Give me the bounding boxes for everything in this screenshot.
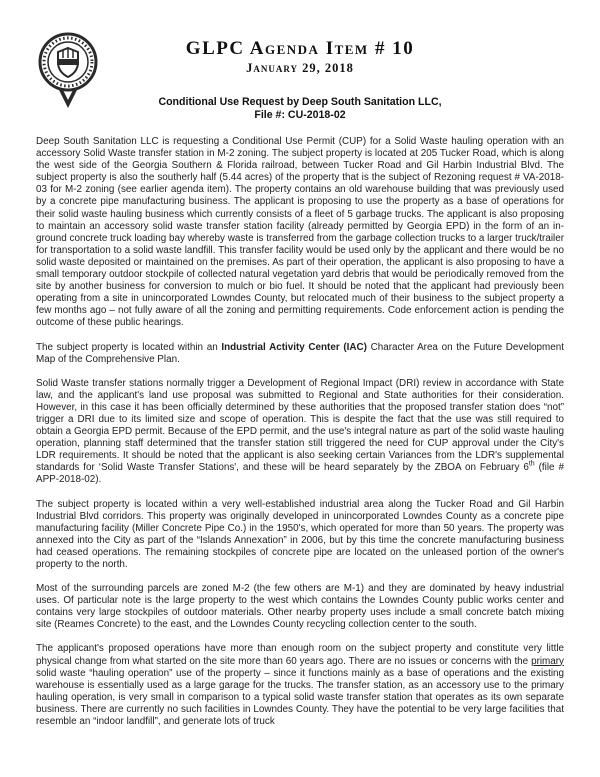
document-body: [0, 122, 600, 728]
agenda-title: GLPC Agenda Item # 10: [185, 38, 415, 59]
agenda-date: January 29, 2018: [246, 61, 354, 75]
body-paragraph: The subject property is located within a very well-established industrial area along the Tucker Road and Gil Harbin Industrial Blvd corridors. This property was originally developed in unincorporated Lowndes County as a concrete pipe manufacturing facility (Miller Concrete Pipe Co.) in the 1950's, which operated for more than 50 years. The property was annexed into the City as part of the “Islands Annexation” in 2006, but by this time the concrete manufacturing business had ceased operations. The remaining stockpiles of concrete pipe are located on the unleased portion of the owner's property to the north.: [36, 498, 564, 570]
body-paragraph: Deep South Sanitation LLC is requesting a Conditional Use Permit (CUP) for a Solid Waste hauling operation with an accessory Solid Waste transfer station in M-2 zoning. The subject property is located at 205 Tucker Road, which is along the west side of the Georgia Southern & Florida railroad, between Tucker Road and Gil Harbin Industrial Blvd. The subject property is also the southerly half (5.44 acres) of the property that is the subject of Rezoning request # VA-2018-03 for M-2 zoning (see earlier agenda item). The property contains an old warehouse building that was previously used by a concrete pipe manufacturing business. The applicant is proposing to use the property as a base of operations for their solid waste hauling business which currently consists of a fleet of 5 garbage trucks. The applicant is also proposing to maintain an accessory solid waste transfer station facility (already permitted by Georgia EPD) in the form of an in-ground concrete truck loading bay whereby waste is transferred from the garbage collection trucks to a larger truck/trailer for transportation to a solid waste landfill. This transfer facility would be used only by the applicant and there would be no solid waste deposited or maintained on the premises. As part of their operation, the applicant is also proposing to have a small temporary outdoor stockpile of collected natural vegetation yard debris that would be periodically removed from the site by another business for conversion to mulch or bio fuel. It should be noted that the applicant had previously been operating from a site in unincorporated Lowndes County, but relocated much of their business to the subject property a few months ago – not fully aware of all the zoning and permitting requirements. Code enforcement action is pending the outcome of these public hearings.: [36, 136, 564, 329]
body-paragraph: The subject property is located within an Industrial Activity Center (IAC) Character Area on the Future Development Map of the Comprehensive Plan.: [36, 341, 564, 365]
body-paragraph: The applicant's proposed operations have more than enough room on the subject property and constitute very little physical change from what started on the site more than 60 years ago. There are no issues or concerns with the primary solid waste “hauling operation” use of the property – since it functions mainly as a base of operations and the existing warehouse is essentially used as a large garage for the trucks. The transfer station, as an accessory use to the primary hauling operation, is very small in comparison to a typical solid waste transfer station that operates as its own separate business. There are currently no such facilities in Lowndes County. They have the potential to be very large facilities that resemble an “indoor landfill”, and generate lots of truck: [36, 643, 564, 728]
city-seal-graphic: [36, 32, 100, 108]
file-number: File #: CU-2018-02: [254, 109, 346, 121]
request-title: Conditional Use Request by Deep South Sanitation LLC,: [158, 96, 442, 108]
city-seal-icon: [36, 32, 100, 108]
body-paragraph: Solid Waste transfer stations normally trigger a Development of Regional Impact (DRI) review in accordance with State law, and the applicant's land use proposal was submitted to Regional and State authorities for their consideration. However, in this case it has been officially determined by these authorities that the proposed transfer station does “not” trigger a DRI due to its limited size and scope of operation. This is despite the fact that the use was still required to obtain a Georgia EPD permit. Because of the EPD permit, and the use's integral nature as part of the solid waste hauling operation, planning staff determined that the transfer station still triggered the need for CUP approval under the City's LDR requirements. It should be noted that the applicant is also seeking certain Variances from the LDR's supplemental standards for ‘Solid Waste Transfer Stations', and these will be heard separately by the ZBOA on February 6th (file # APP-2018-02).: [36, 377, 564, 486]
document-header: [0, 0, 600, 76]
body-paragraph: Most of the surrounding parcels are zoned M-2 (the few others are M-1) and they are dominated by heavy industrial uses. Of particular note is the large property to the west which contains the Lowndes County public works center and contains very large stockpiles of outdoor materials. Other nearby property uses include a small concrete batch mixing site (Reames Concrete) to the east, and the Lowndes County recycling collection center to the south.: [36, 583, 564, 631]
